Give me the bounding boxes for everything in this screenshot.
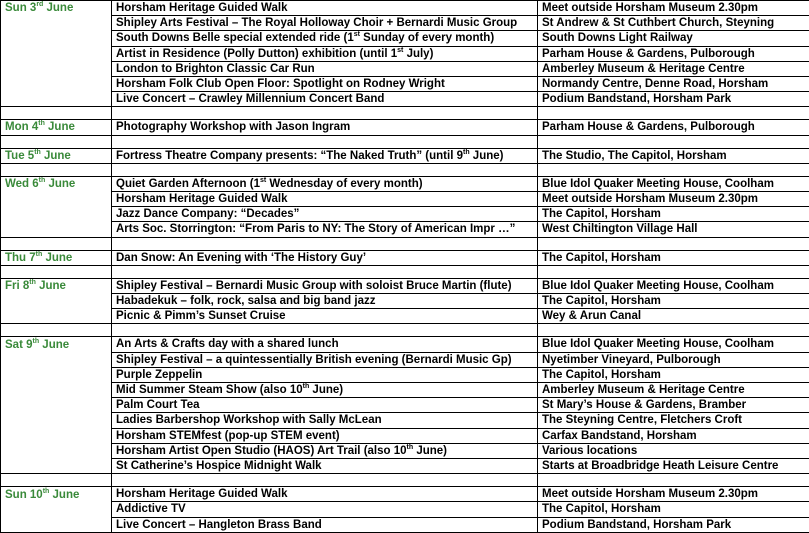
- spacer-row: [1, 163, 809, 176]
- event-cell: [112, 77, 538, 92]
- venue-cell: [538, 383, 809, 398]
- event-text: Live Concert – Hangleton Brass Band: [116, 519, 322, 531]
- spacer-cell: [1, 135, 112, 148]
- event-text: Shipley Festival – Bernardi Music Group with soloist Bruce Martin (flute): [116, 280, 512, 292]
- venue-cell: [538, 16, 809, 31]
- event-text: Addictive TV: [116, 503, 186, 515]
- event-ordinal-suffix: st: [260, 177, 266, 184]
- venue-cell: [538, 207, 809, 222]
- table-row: [1, 294, 809, 309]
- date-cell: [1, 459, 112, 474]
- date-cell: [1, 31, 112, 46]
- event-text: Shipley Festival – a quintessentially British evening (Bernardi Music Gp): [116, 354, 512, 366]
- date-cell: [1, 148, 112, 163]
- event-text: (until 9: [422, 150, 463, 162]
- venue-text: Amberley Museum & Heritage Centre: [542, 384, 745, 396]
- venue-text: St Andrew & St Cuthbert Church, Steyning: [542, 17, 774, 29]
- event-text: Live Concert – Crawley Millennium Concert Band: [116, 93, 384, 105]
- date-day: Sun 3: [5, 2, 36, 14]
- event-cell: [112, 148, 538, 163]
- table-row: [1, 367, 809, 382]
- date-cell: [1, 92, 112, 107]
- venue-text: Blue Idol Quaker Meeting House, Coolham: [542, 178, 774, 190]
- venue-text: Podium Bandstand, Horsham Park: [542, 519, 731, 531]
- table-row: [1, 428, 809, 443]
- date-cell: [1, 502, 112, 517]
- event-text: (also 10: [361, 445, 407, 457]
- venue-cell: [538, 148, 809, 163]
- spacer-cell: [538, 163, 809, 176]
- venue-cell: [538, 77, 809, 92]
- event-text: (1: [247, 178, 260, 190]
- date-day: Tue 5: [5, 150, 34, 162]
- event-cell: [112, 309, 538, 324]
- venue-text: The Capitol, Horsham: [542, 503, 661, 515]
- venue-cell: [538, 1, 809, 16]
- spacer-row: [1, 324, 809, 337]
- event-cell: [112, 61, 538, 76]
- table-row: [1, 148, 809, 163]
- venue-cell: [538, 31, 809, 46]
- event-text: Horsham Folk Club Open Floor: Spotlight on Rodney Wright: [116, 78, 445, 90]
- table-row: [1, 61, 809, 76]
- event-text: Habadekuk – folk, rock, salsa and big band jazz: [116, 295, 375, 307]
- date-suffix: th: [33, 338, 40, 345]
- event-text: Artist in Residence (Polly Dutton) exhibition: [116, 48, 356, 60]
- event-text: Horsham Artist Open Studio (HAOS) Art Trail: [116, 445, 361, 457]
- event-text: South Downs Belle special extended ride: [116, 32, 340, 44]
- table-row: [1, 120, 809, 135]
- table-row: [1, 459, 809, 474]
- venue-text: Blue Idol Quaker Meeting House, Coolham: [542, 280, 774, 292]
- venue-text: Various locations: [542, 445, 637, 457]
- venue-cell: [538, 176, 809, 191]
- event-text: Purple Zeppelin: [116, 369, 202, 381]
- event-cell: [112, 383, 538, 398]
- venue-cell: [538, 459, 809, 474]
- spacer-row: [1, 237, 809, 250]
- venue-text: Parham House & Gardens, Pulborough: [542, 121, 755, 133]
- event-cell: [112, 92, 538, 107]
- event-cell: [112, 428, 538, 443]
- date-cell: [1, 222, 112, 237]
- table-row: [1, 207, 809, 222]
- date-month: June: [49, 489, 79, 501]
- table-row: [1, 92, 809, 107]
- date-cell: [1, 352, 112, 367]
- spacer-cell: [1, 474, 112, 487]
- date-cell: [1, 192, 112, 207]
- table-row: [1, 192, 809, 207]
- venue-text: West Chiltington Village Hall: [542, 223, 697, 235]
- venue-text: St Mary’s House & Gardens, Bramber: [542, 399, 746, 411]
- spacer-cell: [112, 107, 538, 120]
- table-row: [1, 398, 809, 413]
- event-text: Mid Summer Steam Show: [116, 384, 257, 396]
- event-cell: [112, 337, 538, 352]
- venue-text: Podium Bandstand, Horsham Park: [542, 93, 731, 105]
- spacer-cell: [112, 474, 538, 487]
- event-cell: [112, 46, 538, 61]
- event-text: Shipley Arts Festival – The Royal Holloway Choir + Bernardi Music Group: [116, 17, 517, 29]
- event-cell: [112, 278, 538, 293]
- event-text: Fortress Theatre Company presents: “The Naked Truth”: [116, 150, 422, 162]
- table-row: [1, 337, 809, 352]
- table-row: [1, 31, 809, 46]
- table-row: [1, 413, 809, 428]
- event-text: Horsham Heritage Guided Walk: [116, 2, 287, 14]
- date-suffix: th: [38, 121, 45, 128]
- venue-text: South Downs Light Railway: [542, 32, 693, 44]
- date-cell: [1, 443, 112, 458]
- venue-text: The Steyning Centre, Fletchers Croft: [542, 414, 742, 426]
- spacer-cell: [1, 107, 112, 120]
- date-cell: [1, 413, 112, 428]
- event-text: Horsham Heritage Guided Walk: [116, 488, 287, 500]
- table-row: [1, 309, 809, 324]
- event-text: June): [413, 445, 447, 457]
- date-day: Mon 4: [5, 121, 38, 133]
- date-month: June: [43, 2, 73, 14]
- venue-cell: [538, 337, 809, 352]
- venue-text: The Capitol, Horsham: [542, 295, 661, 307]
- event-text: Horsham STEMfest (pop-up STEM event): [116, 430, 340, 442]
- spacer-row: [1, 107, 809, 120]
- date-cell: [1, 398, 112, 413]
- venue-cell: [538, 250, 809, 265]
- venue-cell: [538, 120, 809, 135]
- spacer-cell: [1, 265, 112, 278]
- date-cell: [1, 250, 112, 265]
- event-text: July): [403, 48, 433, 60]
- venue-cell: [538, 428, 809, 443]
- event-text: St Catherine’s Hospice Midnight Walk: [116, 460, 322, 472]
- date-cell: [1, 517, 112, 532]
- event-text: London to Brighton Classic Car Run: [116, 63, 315, 75]
- table-row: [1, 1, 809, 16]
- venue-cell: [538, 294, 809, 309]
- spacer-cell: [112, 265, 538, 278]
- event-text: Wednesday of every month): [266, 178, 422, 190]
- date-month: June: [36, 280, 66, 292]
- date-cell: [1, 428, 112, 443]
- event-cell: [112, 294, 538, 309]
- spacer-cell: [1, 237, 112, 250]
- event-text: Dan Snow: An Evening with ‘The History Guy’: [116, 252, 366, 264]
- event-text: Palm Court Tea: [116, 399, 200, 411]
- event-ordinal-suffix: th: [303, 383, 310, 390]
- date-month: June: [45, 178, 75, 190]
- event-text: Arts Soc. Storrington: “From Paris to NY: The Story of American Impr …”: [116, 223, 515, 235]
- spacer-cell: [538, 474, 809, 487]
- venue-text: Meet outside Horsham Museum 2.30pm: [542, 193, 758, 205]
- venue-cell: [538, 92, 809, 107]
- table-row: [1, 77, 809, 92]
- spacer-cell: [538, 324, 809, 337]
- venue-text: Nyetimber Vineyard, Pulborough: [542, 354, 721, 366]
- spacer-cell: [112, 135, 538, 148]
- date-suffix: th: [43, 488, 50, 495]
- venue-cell: [538, 352, 809, 367]
- date-suffix: th: [39, 177, 46, 184]
- event-cell: [112, 459, 538, 474]
- spacer-cell: [1, 163, 112, 176]
- event-cell: [112, 517, 538, 532]
- event-text: June): [309, 384, 343, 396]
- event-ordinal-suffix: th: [463, 149, 470, 156]
- table-row: [1, 502, 809, 517]
- date-cell: [1, 309, 112, 324]
- spacer-cell: [538, 135, 809, 148]
- event-cell: [112, 1, 538, 16]
- event-cell: [112, 398, 538, 413]
- event-text: (1: [340, 32, 353, 44]
- venue-cell: [538, 61, 809, 76]
- spacer-row: [1, 265, 809, 278]
- venue-text: Amberley Museum & Heritage Centre: [542, 63, 745, 75]
- venue-cell: [538, 487, 809, 502]
- date-cell: [1, 367, 112, 382]
- event-cell: [112, 192, 538, 207]
- table-row: [1, 383, 809, 398]
- table-row: [1, 278, 809, 293]
- event-cell: [112, 250, 538, 265]
- date-cell: [1, 176, 112, 191]
- event-cell: [112, 31, 538, 46]
- venue-text: Meet outside Horsham Museum 2.30pm: [542, 2, 758, 14]
- date-day: Thu 7: [5, 252, 36, 264]
- date-day: Wed 6: [5, 178, 39, 190]
- venue-text: The Capitol, Horsham: [542, 252, 661, 264]
- table-row: [1, 222, 809, 237]
- venue-text: Carfax Bandstand, Horsham: [542, 430, 697, 442]
- date-cell: [1, 120, 112, 135]
- event-ordinal-suffix: st: [397, 47, 403, 54]
- event-ordinal-suffix: th: [407, 444, 414, 451]
- date-cell: [1, 278, 112, 293]
- table-row: [1, 443, 809, 458]
- spacer-row: [1, 474, 809, 487]
- event-text: Quiet Garden Afternoon: [116, 178, 247, 190]
- spacer-cell: [538, 265, 809, 278]
- table-row: [1, 487, 809, 502]
- date-cell: [1, 294, 112, 309]
- date-month: June: [45, 121, 75, 133]
- spacer-cell: [112, 237, 538, 250]
- event-text: Ladies Barbershop Workshop with Sally McLean: [116, 414, 382, 426]
- event-text: Jazz Dance Company: “Decades”: [116, 208, 299, 220]
- venue-cell: [538, 398, 809, 413]
- date-suffix: th: [34, 149, 41, 156]
- venue-cell: [538, 309, 809, 324]
- event-cell: [112, 487, 538, 502]
- venue-cell: [538, 46, 809, 61]
- venue-text: Wey & Arun Canal: [542, 310, 641, 322]
- spacer-row: [1, 135, 809, 148]
- event-cell: [112, 176, 538, 191]
- spacer-cell: [112, 163, 538, 176]
- event-text: An Arts & Crafts day with a shared lunch: [116, 338, 339, 350]
- venue-text: Starts at Broadbridge Heath Leisure Centre: [542, 460, 778, 472]
- venue-text: The Capitol, Horsham: [542, 208, 661, 220]
- date-month: June: [42, 252, 72, 264]
- table-row: [1, 517, 809, 532]
- spacer-cell: [1, 324, 112, 337]
- event-cell: [112, 443, 538, 458]
- venue-cell: [538, 192, 809, 207]
- date-suffix: th: [36, 251, 43, 258]
- venue-text: Parham House & Gardens, Pulborough: [542, 48, 755, 60]
- event-cell: [112, 367, 538, 382]
- date-cell: [1, 383, 112, 398]
- date-suffix: th: [29, 279, 36, 286]
- table-row: [1, 250, 809, 265]
- event-text: Horsham Heritage Guided Walk: [116, 193, 287, 205]
- venue-cell: [538, 502, 809, 517]
- venue-cell: [538, 222, 809, 237]
- date-month: June: [41, 150, 71, 162]
- venue-text: Meet outside Horsham Museum 2.30pm: [542, 488, 758, 500]
- spacer-cell: [112, 324, 538, 337]
- event-cell: [112, 16, 538, 31]
- event-cell: [112, 207, 538, 222]
- venue-text: Blue Idol Quaker Meeting House, Coolham: [542, 338, 774, 350]
- date-cell: [1, 77, 112, 92]
- event-cell: [112, 502, 538, 517]
- date-cell: [1, 16, 112, 31]
- date-cell: [1, 61, 112, 76]
- event-cell: [112, 352, 538, 367]
- date-suffix: rd: [36, 1, 43, 8]
- venue-text: Normandy Centre, Denne Road, Horsham: [542, 78, 768, 90]
- table-row: [1, 176, 809, 191]
- date-cell: [1, 46, 112, 61]
- date-day: Sat 9: [5, 339, 33, 351]
- venue-cell: [538, 517, 809, 532]
- event-cell: [112, 413, 538, 428]
- table-row: [1, 16, 809, 31]
- table-row: [1, 352, 809, 367]
- date-month: June: [39, 339, 69, 351]
- date-cell: [1, 207, 112, 222]
- date-cell: [1, 487, 112, 502]
- event-text: (until 1: [356, 48, 397, 60]
- date-day: Sun 10: [5, 489, 43, 501]
- spacer-cell: [538, 107, 809, 120]
- venue-cell: [538, 367, 809, 382]
- date-day: Fri 8: [5, 280, 29, 292]
- event-text: Sunday of every month): [360, 32, 494, 44]
- event-text: Photography Workshop with Jason Ingram: [116, 121, 350, 133]
- event-ordinal-suffix: st: [354, 32, 360, 39]
- event-text: Picnic & Pimm’s Sunset Cruise: [116, 310, 286, 322]
- date-cell: [1, 1, 112, 16]
- venue-cell: [538, 278, 809, 293]
- table-row: [1, 46, 809, 61]
- venue-text: The Studio, The Capitol, Horsham: [542, 150, 727, 162]
- event-cell: [112, 222, 538, 237]
- event-cell: [112, 120, 538, 135]
- schedule-body: [1, 1, 809, 533]
- venue-cell: [538, 413, 809, 428]
- venue-cell: [538, 443, 809, 458]
- event-text: (also 10: [257, 384, 303, 396]
- event-text: June): [470, 150, 504, 162]
- date-cell: [1, 337, 112, 352]
- spacer-cell: [538, 237, 809, 250]
- venue-text: The Capitol, Horsham: [542, 369, 661, 381]
